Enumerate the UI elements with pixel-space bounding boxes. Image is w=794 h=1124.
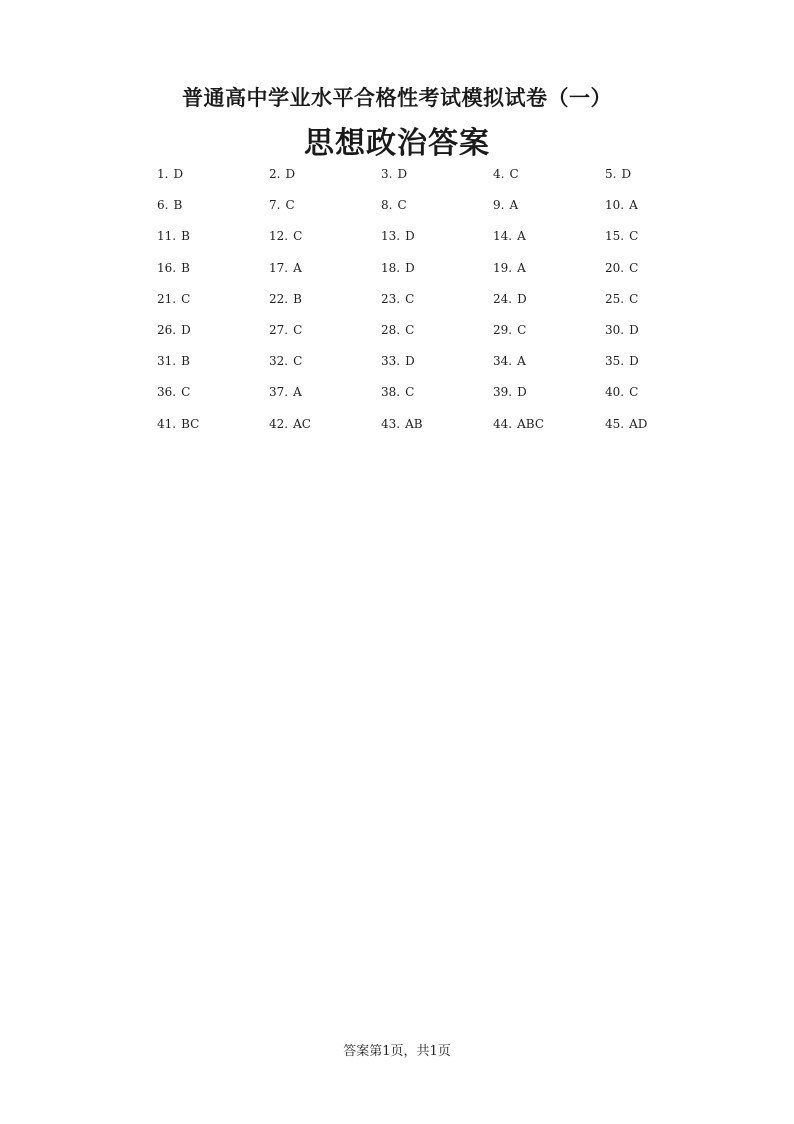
number-separator: . xyxy=(172,416,177,431)
question-number: 10 xyxy=(605,198,621,213)
answer-choice: D xyxy=(629,322,639,337)
question-number: 31 xyxy=(157,354,173,369)
question-number: 27 xyxy=(269,322,285,337)
number-separator: . xyxy=(164,167,169,181)
question-number: 45 xyxy=(605,416,621,431)
question-number: 19 xyxy=(493,260,509,275)
answer-item xyxy=(269,413,381,444)
answer-item xyxy=(605,163,717,194)
question-number: 17 xyxy=(269,260,285,275)
page-footer: 答案第1页，共1页 xyxy=(343,1044,451,1059)
answer-item xyxy=(381,288,493,319)
question-number: 32 xyxy=(269,354,285,369)
answer-item xyxy=(493,257,605,288)
number-separator: . xyxy=(620,354,625,369)
number-separator: . xyxy=(172,260,177,275)
question-number: 4 xyxy=(493,167,501,181)
number-separator: . xyxy=(284,354,289,369)
answer-choice: A xyxy=(293,260,302,275)
answer-item xyxy=(493,319,605,350)
number-separator: . xyxy=(620,291,625,306)
question-number: 12 xyxy=(269,229,285,244)
question-number: 18 xyxy=(381,260,397,275)
answer-choice: A xyxy=(517,354,526,369)
number-separator: . xyxy=(508,229,513,244)
number-separator: . xyxy=(284,322,289,337)
number-separator: . xyxy=(500,167,505,181)
answer-choice: D xyxy=(173,167,184,181)
answer-item xyxy=(493,350,605,381)
answer-item xyxy=(157,194,269,225)
question-number: 2 xyxy=(269,167,277,181)
number-separator: . xyxy=(172,291,177,306)
question-number: 39 xyxy=(493,385,509,400)
number-separator: . xyxy=(620,198,625,213)
number-separator: . xyxy=(172,354,177,369)
answer-choice: D xyxy=(181,322,191,337)
question-number: 35 xyxy=(605,354,621,369)
question-number: 42 xyxy=(269,416,285,431)
answer-choice: A xyxy=(517,260,526,275)
answer-item xyxy=(605,413,717,444)
number-separator: . xyxy=(620,260,625,275)
question-number: 41 xyxy=(157,416,173,431)
answer-item xyxy=(605,288,717,319)
number-separator: . xyxy=(284,229,289,244)
answer-item xyxy=(605,225,717,256)
question-number: 8 xyxy=(381,198,389,213)
question-number: 28 xyxy=(381,322,397,337)
answer-item xyxy=(269,381,381,412)
question-number: 7 xyxy=(269,198,277,213)
question-number: 11 xyxy=(157,229,173,244)
answer-item xyxy=(157,257,269,288)
answer-item xyxy=(157,319,269,350)
answer-choice: BC xyxy=(181,416,200,431)
question-number: 1 xyxy=(157,167,165,181)
answer-choice: C xyxy=(517,322,527,337)
answer-choice: ABC xyxy=(517,416,544,431)
question-number: 15 xyxy=(605,229,621,244)
number-separator: . xyxy=(284,416,289,431)
answer-choice: C xyxy=(629,229,639,244)
number-separator: . xyxy=(612,167,617,181)
answer-item xyxy=(605,350,717,381)
answer-choice: D xyxy=(405,260,415,275)
question-number: 36 xyxy=(157,385,173,400)
answer-item xyxy=(269,257,381,288)
answer-choice: C xyxy=(405,385,415,400)
number-separator: . xyxy=(620,322,625,337)
answer-item xyxy=(493,413,605,444)
answer-choice: C xyxy=(629,260,639,275)
answer-choice: A xyxy=(517,229,526,244)
answer-choice: B xyxy=(293,291,302,306)
question-number: 24 xyxy=(493,291,509,306)
question-number: 13 xyxy=(381,229,397,244)
number-separator: . xyxy=(172,322,177,337)
answer-item xyxy=(381,413,493,444)
question-number: 30 xyxy=(605,322,621,337)
answer-choice: C xyxy=(285,198,295,213)
answer-choice: C xyxy=(629,291,639,306)
question-number: 14 xyxy=(493,229,509,244)
question-number: 37 xyxy=(269,385,285,400)
answer-choice: B xyxy=(181,354,190,369)
question-number: 34 xyxy=(493,354,509,369)
number-separator: . xyxy=(396,260,401,275)
answer-choice: B xyxy=(173,198,183,213)
question-number: 6 xyxy=(157,198,165,213)
answer-item xyxy=(157,163,269,194)
question-number: 26 xyxy=(157,322,173,337)
answer-item xyxy=(381,350,493,381)
answer-item xyxy=(269,319,381,350)
question-number: 23 xyxy=(381,291,397,306)
question-number: 33 xyxy=(381,354,397,369)
question-number: 25 xyxy=(605,291,621,306)
answer-choice: C xyxy=(405,322,415,337)
answer-item xyxy=(605,194,717,225)
answer-item xyxy=(157,225,269,256)
number-separator: . xyxy=(276,167,281,181)
question-number: 16 xyxy=(157,260,173,275)
question-number: 9 xyxy=(493,198,501,213)
number-separator: . xyxy=(620,416,625,431)
number-separator: . xyxy=(620,385,625,400)
question-number: 40 xyxy=(605,385,621,400)
answer-choice: D xyxy=(517,291,527,306)
number-separator: . xyxy=(508,322,513,337)
number-separator: . xyxy=(284,385,289,400)
answer-choice: D xyxy=(405,229,415,244)
answer-choice: B xyxy=(181,260,190,275)
page-title: 普通高中学业水平合格性考试模拟试卷（一） xyxy=(182,86,612,110)
answer-choice: D xyxy=(629,354,639,369)
answer-choice: A xyxy=(293,385,302,400)
number-separator: . xyxy=(508,260,513,275)
number-separator: . xyxy=(276,198,281,213)
answer-item xyxy=(269,163,381,194)
question-number: 43 xyxy=(381,416,397,431)
answer-choice: AC xyxy=(293,416,311,431)
question-number: 5 xyxy=(605,167,613,181)
answer-choice: AD xyxy=(629,416,648,431)
number-separator: . xyxy=(508,416,513,431)
question-number: 38 xyxy=(381,385,397,400)
answer-choice: A xyxy=(629,198,638,213)
subject-title: 思想政治答案 xyxy=(304,126,490,161)
answer-item xyxy=(381,257,493,288)
answer-item xyxy=(381,319,493,350)
number-separator: . xyxy=(396,354,401,369)
number-separator: . xyxy=(508,291,513,306)
answer-item xyxy=(493,225,605,256)
question-number: 29 xyxy=(493,322,509,337)
answer-grid xyxy=(157,163,717,444)
answer-item xyxy=(493,163,605,194)
answer-item xyxy=(605,381,717,412)
answer-item xyxy=(157,413,269,444)
answer-item xyxy=(269,288,381,319)
answer-choice: C xyxy=(293,322,303,337)
answer-choice: C xyxy=(181,385,191,400)
answer-choice: C xyxy=(397,198,407,213)
answer-item xyxy=(381,381,493,412)
number-separator: . xyxy=(172,229,177,244)
answer-item xyxy=(493,381,605,412)
question-number: 3 xyxy=(381,167,389,181)
answer-choice: C xyxy=(509,167,519,181)
number-separator: . xyxy=(508,385,513,400)
answer-choice: D xyxy=(405,354,415,369)
number-separator: . xyxy=(388,167,393,181)
answer-choice: AB xyxy=(405,416,423,431)
question-number: 20 xyxy=(605,260,621,275)
answer-item xyxy=(493,194,605,225)
number-separator: . xyxy=(172,385,177,400)
answer-item xyxy=(605,319,717,350)
answer-item xyxy=(157,288,269,319)
answer-item xyxy=(381,194,493,225)
answer-item xyxy=(269,350,381,381)
question-number: 44 xyxy=(493,416,509,431)
number-separator: . xyxy=(284,291,289,306)
answer-item xyxy=(269,225,381,256)
number-separator: . xyxy=(388,198,393,213)
answer-choice: D xyxy=(517,385,527,400)
answer-choice: C xyxy=(293,229,303,244)
answer-item xyxy=(269,194,381,225)
number-separator: . xyxy=(396,229,401,244)
answer-choice: A xyxy=(509,198,519,213)
answer-choice: C xyxy=(405,291,415,306)
number-separator: . xyxy=(396,291,401,306)
answer-choice: C xyxy=(181,291,191,306)
answer-item xyxy=(157,381,269,412)
answer-choice: C xyxy=(629,385,639,400)
number-separator: . xyxy=(396,385,401,400)
answer-choice: D xyxy=(397,167,408,181)
answer-choice: D xyxy=(621,167,632,181)
answer-choice: B xyxy=(181,229,190,244)
number-separator: . xyxy=(396,322,401,337)
number-separator: . xyxy=(396,416,401,431)
answer-item xyxy=(381,225,493,256)
answer-item xyxy=(605,257,717,288)
number-separator: . xyxy=(508,354,513,369)
answer-choice: D xyxy=(285,167,296,181)
answer-item xyxy=(157,350,269,381)
answer-item xyxy=(381,163,493,194)
answer-item xyxy=(493,288,605,319)
number-separator: . xyxy=(500,198,505,213)
number-separator: . xyxy=(284,260,289,275)
question-number: 22 xyxy=(269,291,285,306)
number-separator: . xyxy=(164,198,169,213)
answer-choice: C xyxy=(293,354,303,369)
number-separator: . xyxy=(620,229,625,244)
question-number: 21 xyxy=(157,291,173,306)
